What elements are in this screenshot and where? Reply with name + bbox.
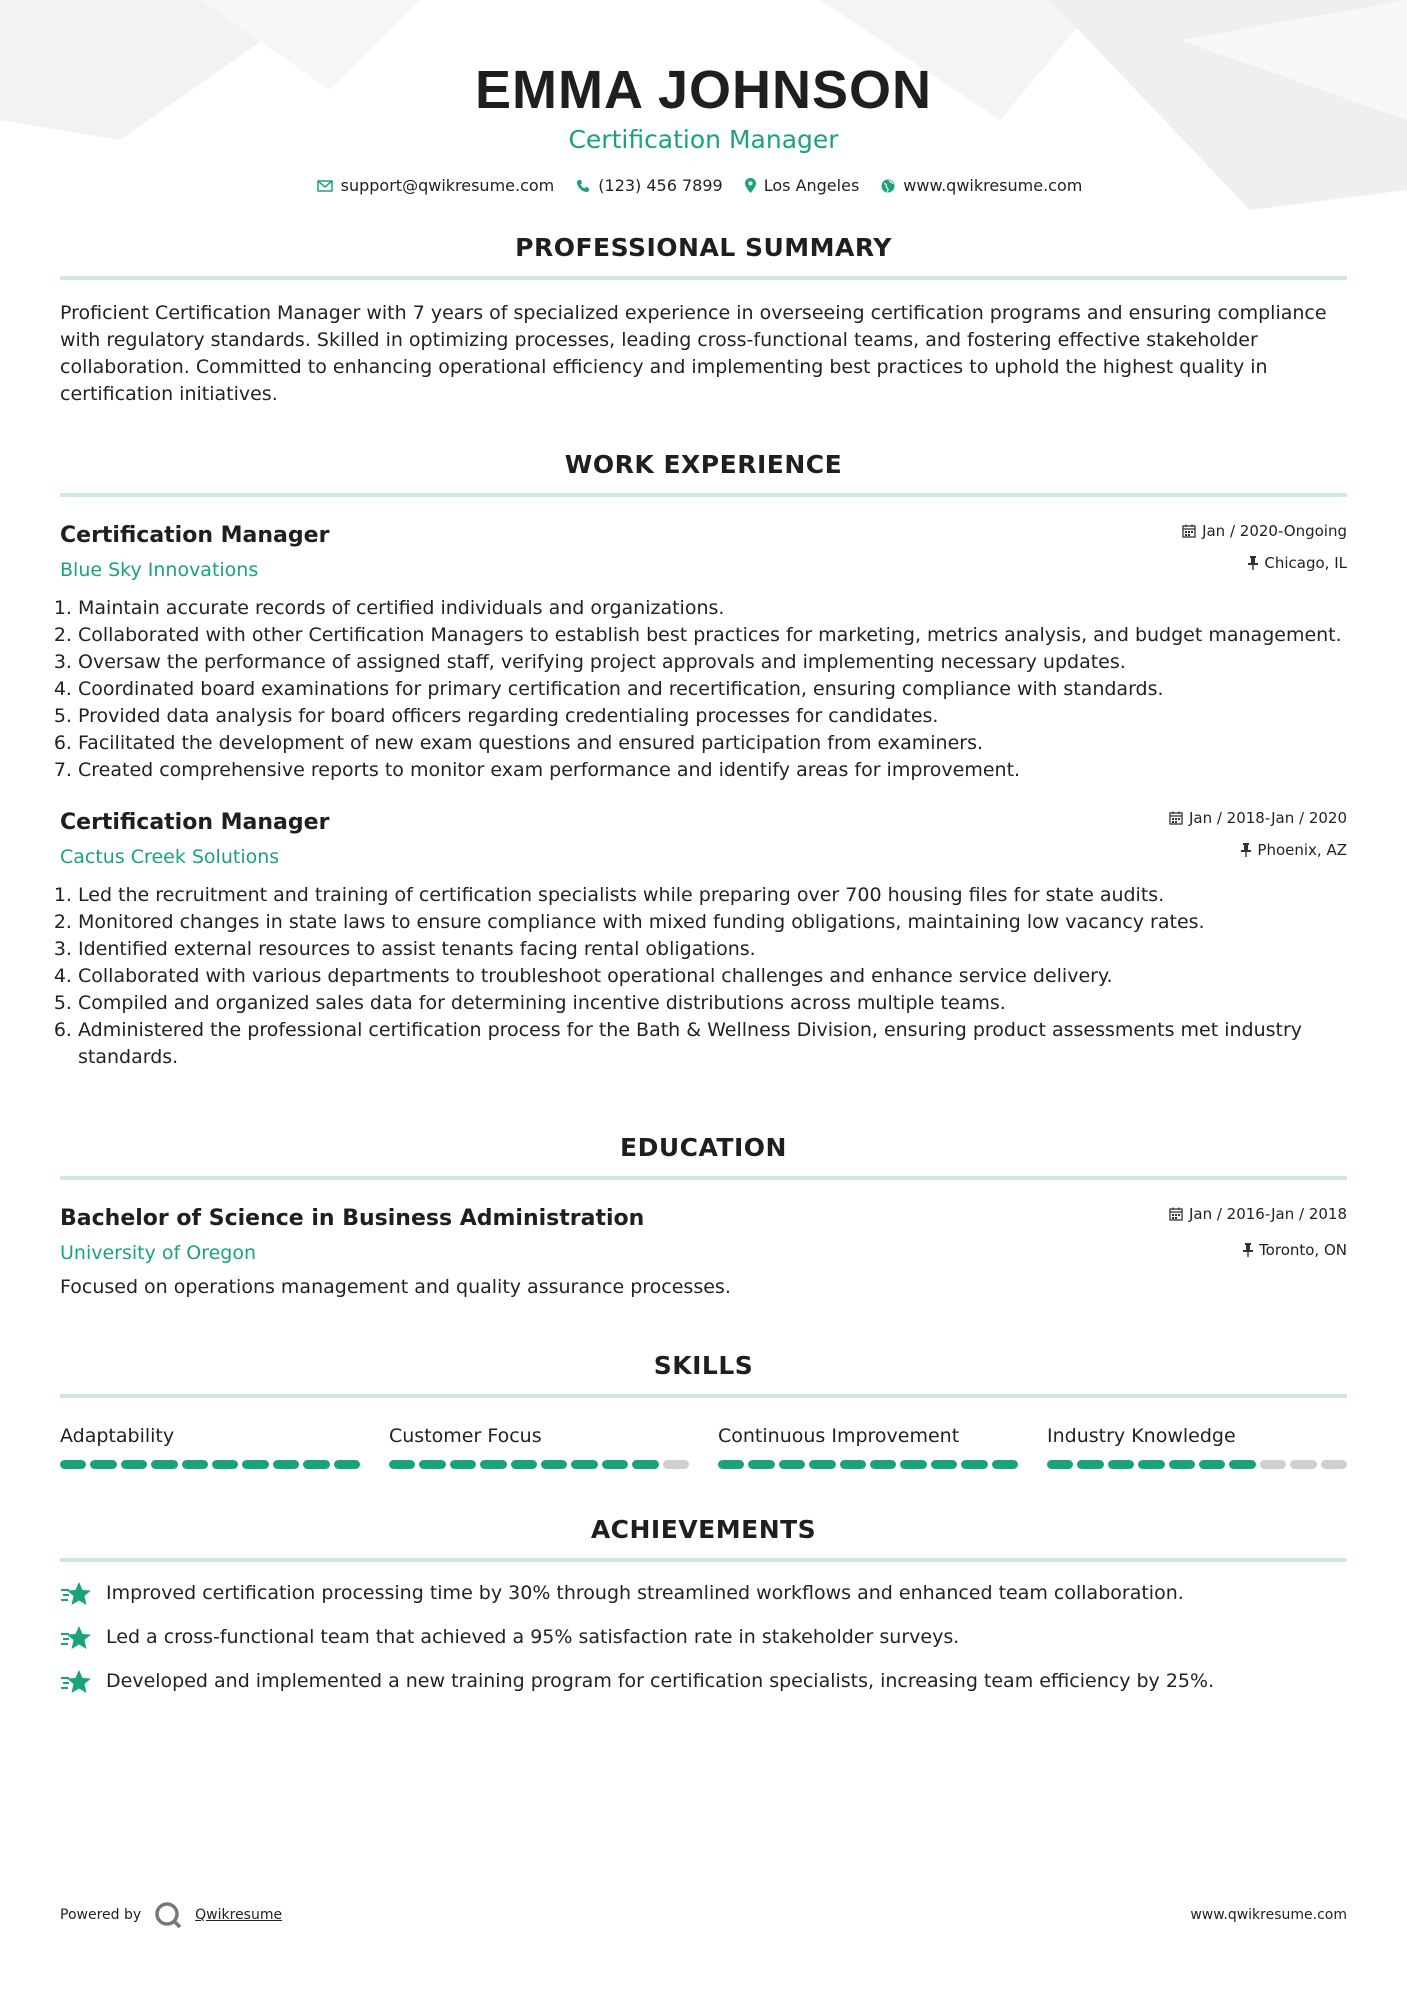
job-responsibilities [60,882,1347,1071]
pushpin-icon [1241,843,1251,857]
education-meta [1169,1204,1347,1260]
contact-location [745,176,860,195]
contact-location-text: Los Angeles [763,176,860,195]
list-item: 3. Oversaw the performance of assigned staff, verifying project approvals and implementing necessary updates. [78,649,1347,676]
contact-email-text: support@qwikresume.com [340,176,555,195]
job-location: Chicago, IL [1264,554,1347,572]
skill-dot-empty [1290,1460,1316,1469]
skill-dot-filled [419,1460,445,1469]
candidate-name: EMMA JOHNSON [474,60,933,120]
school-name: University of Oregon [60,1242,257,1264]
candidate-title: Certification Manager [568,125,839,154]
map-pin-icon [745,178,756,193]
calendar-icon [1182,524,1196,538]
list-item: 5. Provided data analysis for board officers regarding credentialing processes for candidates. [78,703,1347,730]
job-company: Cactus Creek Solutions [60,846,280,868]
skill-rating [718,1460,1018,1469]
skill-dot-filled [1199,1460,1225,1469]
skill-dot-filled [632,1460,658,1469]
education-heading: EDUCATION [60,1133,1347,1180]
education-location: Toronto, ON [1259,1241,1347,1259]
contact-website[interactable] [881,176,1082,195]
contact-email[interactable] [317,176,555,195]
list-item: 6. Facilitated the development of new exam questions and ensured participation from examiners. [78,730,1347,757]
job-meta [1182,521,1347,573]
skill-dot-filled [992,1460,1018,1469]
skill-dot-empty [663,1460,689,1469]
skill-dot-filled [389,1460,415,1469]
skill-dot-filled [1108,1460,1134,1469]
skills-list [60,1424,1347,1469]
achievement-text: Led a cross-functional team that achieved a 95% satisfaction rate in stakeholder surveys. [106,1626,960,1648]
skill-rating [1047,1460,1347,1469]
star-icon [60,1669,92,1695]
skill-dot-filled [182,1460,208,1469]
skill-dot-filled [1138,1460,1164,1469]
skill-dot-filled [900,1460,926,1469]
job-entry [60,521,1347,784]
skill-dot-filled [931,1460,957,1469]
calendar-icon [1169,811,1183,825]
job-title: Certification Manager [60,810,330,835]
list-item: 2. Collaborated with other Certification Managers to establish best practices for marketing, metrics analysis, and budget management. [78,622,1347,649]
achievement-item [60,1580,1347,1607]
degree-title: Bachelor of Science in Business Administration [60,1206,645,1231]
resume-header [60,0,1347,195]
list-item: 7. Created comprehensive reports to monitor exam performance and identify areas for improvement. [78,757,1347,784]
education-entry [60,1204,1347,1301]
skill-dot-empty [1260,1460,1286,1469]
skill-item [718,1424,1018,1469]
phone-icon [576,179,590,193]
skill-dot-filled [212,1460,238,1469]
contact-bar [60,176,1347,195]
summary-heading: PROFESSIONAL SUMMARY [60,233,1347,280]
skill-dot-filled [90,1460,116,1469]
skill-dot-filled [961,1460,987,1469]
skill-dot-filled [450,1460,476,1469]
skill-dot-filled [748,1460,774,1469]
skill-name: Continuous Improvement [718,1425,960,1447]
page-footer [60,1900,1347,1930]
skill-dot-filled [718,1460,744,1469]
list-item: 2. Monitored changes in state laws to ensure compliance with mixed funding obligations, maintaining low vacancy rates. [78,909,1347,936]
powered-by [60,1900,282,1930]
skill-dot-filled [511,1460,537,1469]
list-item: 1. Led the recruitment and training of certification specialists while preparing over 700 housing files for state audits. [78,882,1347,909]
contact-phone-text: (123) 456 7899 [598,176,723,195]
skill-dot-filled [303,1460,329,1469]
skill-dot-filled [273,1460,299,1469]
calendar-icon [1169,1207,1183,1221]
job-dates: Jan / 2020-Ongoing [1202,522,1347,540]
skill-dot-filled [870,1460,896,1469]
skill-item [60,1424,360,1469]
globe-icon [881,179,895,193]
skill-dot-filled [541,1460,567,1469]
skill-item [389,1424,689,1469]
job-entry [60,808,1347,1071]
skill-name: Adaptability [60,1425,175,1447]
achievement-item [60,1624,1347,1651]
summary-text: Proficient Certification Manager with 7 years of specialized experience in overseeing certification programs and ensuring compliance with regulatory standards. Skilled in optimizing processes, leading cross-functional teams, and fostering effective stakeholder collaboration. Committed to enhancing operational efficiency and implementing best practices to uphold the highest quality in certification initiatives. [60,302,1327,405]
contact-website-text: www.qwikresume.com [903,176,1083,195]
skill-dot-filled [60,1460,86,1469]
skill-dot-filled [242,1460,268,1469]
pushpin-icon [1248,556,1258,570]
powered-by-label: Powered by [60,1907,142,1923]
achievement-text: Developed and implemented a new training program for certification specialists, increasing team efficiency by 25%. [106,1670,1215,1692]
skill-dot-filled [1169,1460,1195,1469]
envelope-icon [317,180,333,192]
achievement-text: Improved certification processing time by 30% through streamlined workflows and enhanced team collaboration. [106,1582,1184,1604]
achievements-list [60,1580,1347,1695]
skill-dot-filled [571,1460,597,1469]
skill-dot-filled [480,1460,506,1469]
skill-dot-filled [151,1460,177,1469]
list-item: 4. Coordinated board examinations for primary certification and recertification, ensuring compliance with standards. [78,676,1347,703]
skill-dot-filled [1229,1460,1255,1469]
work-experience-heading: WORK EXPERIENCE [60,450,1347,497]
skill-rating [389,1460,689,1469]
list-item: 3. Identified external resources to assist tenants facing rental obligations. [78,936,1347,963]
skill-name: Customer Focus [389,1425,542,1447]
list-item: 5. Compiled and organized sales data for determining incentive distributions across multiple teams. [78,990,1347,1017]
qwikresume-link[interactable]: Qwikresume [195,1907,283,1923]
list-item: 6. Administered the professional certification process for the Bath & Wellness Division, ensuring product assessments met industry standards. [78,1017,1347,1071]
list-item: 1. Maintain accurate records of certified individuals and organizations. [78,595,1347,622]
achievements-heading: ACHIEVEMENTS [60,1515,1347,1562]
skill-dot-filled [1047,1460,1073,1469]
education-description: Focused on operations management and quality assurance processes. [60,1276,731,1298]
education-dates: Jan / 2016-Jan / 2018 [1188,1205,1347,1223]
skill-rating [60,1460,360,1469]
skill-item [1047,1424,1347,1469]
qwikresume-logo-icon [153,1900,183,1930]
job-title: Certification Manager [60,523,330,548]
job-location: Phoenix, AZ [1257,841,1347,859]
skill-dot-filled [840,1460,866,1469]
star-icon [60,1581,92,1607]
footer-website[interactable]: www.qwikresume.com [1190,1907,1347,1923]
skill-dot-filled [334,1460,360,1469]
list-item: 4. Collaborated with various departments to troubleshoot operational challenges and enhance service delivery. [78,963,1347,990]
contact-phone[interactable] [576,176,722,195]
skill-dot-filled [1077,1460,1103,1469]
skill-name: Industry Knowledge [1047,1425,1236,1447]
job-company: Blue Sky Innovations [60,559,259,581]
achievement-item [60,1668,1347,1695]
skill-dot-filled [121,1460,147,1469]
star-icon [60,1625,92,1651]
skills-heading: SKILLS [60,1351,1347,1398]
pushpin-icon [1243,1243,1253,1257]
job-responsibilities [60,595,1347,784]
skill-dot-empty [1321,1460,1347,1469]
skill-dot-filled [779,1460,805,1469]
job-dates: Jan / 2018-Jan / 2020 [1188,809,1347,827]
skill-dot-filled [602,1460,628,1469]
skill-dot-filled [809,1460,835,1469]
job-meta [1169,808,1347,860]
